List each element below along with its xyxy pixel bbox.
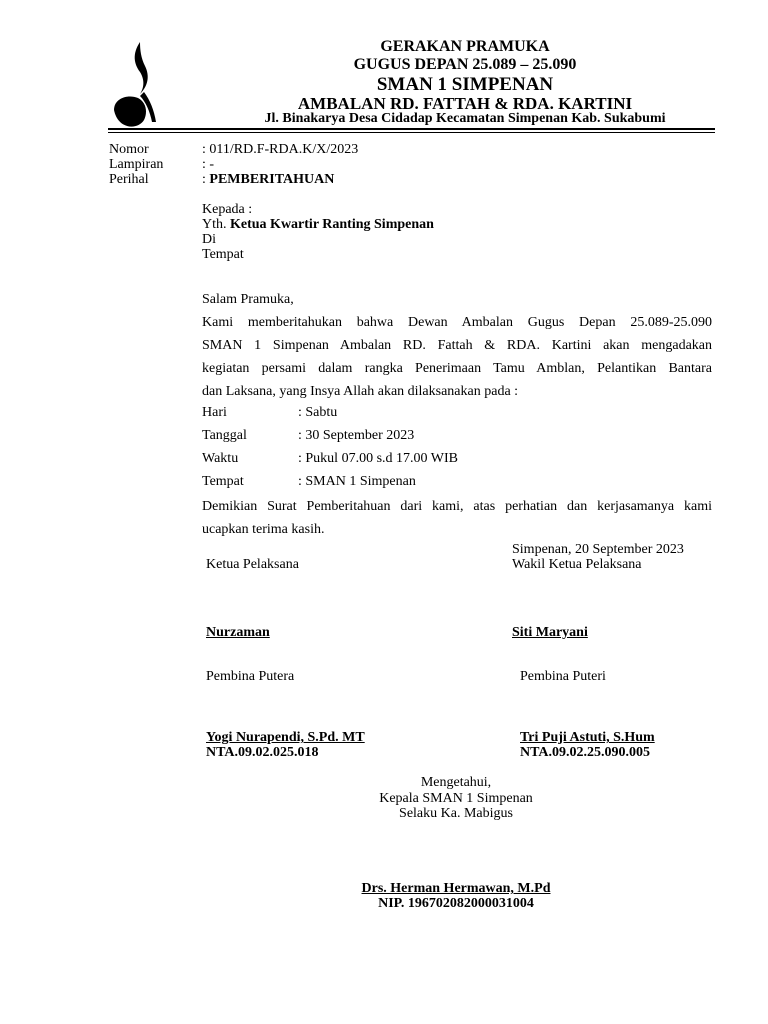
headmaster-title: Kepala SMAN 1 Simpenan — [379, 791, 533, 806]
mengetahui: Mengetahui, — [420, 775, 492, 790]
left-pembina-name: Yogi Nurapendi, S.Pd. MT — [206, 730, 365, 745]
nomor-label: Nomor — [109, 142, 149, 157]
recipient-di: Di — [202, 232, 216, 247]
detail-label-tempat: Tempat — [202, 474, 244, 489]
closing-line-1: Demikian Surat Pemberitahuan dari kami, atas perhatian dan kerjasamanya kami — [202, 499, 712, 514]
right-pembina-title: Pembina Puteri — [520, 669, 606, 684]
headmaster-nip: NIP. 196702082000031004 — [378, 896, 534, 911]
perihal-colon: : — [202, 172, 206, 187]
perihal-label: Perihal — [109, 172, 149, 187]
right-signer-name: Siti Maryani — [512, 625, 588, 640]
address: Jl. Binakarya Desa Cidadap Kecamatan Simpenan Kab. Sukabumi — [264, 111, 666, 126]
headmaster-name: Drs. Herman Hermawan, M.Pd — [361, 881, 551, 896]
yth-prefix: Yth. — [202, 217, 227, 232]
right-signer-title: Wakil Ketua Pelaksana — [512, 557, 642, 572]
left-signer-name: Nurzaman — [206, 625, 270, 640]
left-pembina-nta: NTA.09.02.025.018 — [206, 745, 319, 760]
recipient-tempat: Tempat — [202, 247, 244, 262]
school-name: SMAN 1 SIMPENAN — [376, 74, 554, 95]
place-date: Simpenan, 20 September 2023 — [512, 542, 684, 557]
lampiran-value: : - — [202, 157, 215, 172]
lampiran-label: Lampiran — [109, 157, 164, 172]
body-line-1: Kami memberitahukan bahwa Dewan Ambalan Gugus Depan 25.089-25.090 — [202, 315, 712, 330]
body-line-2: SMAN 1 Simpenan Ambalan RD. Fattah & RDA. Kartini akan mengadakan — [202, 338, 712, 353]
left-signer-title: Ketua Pelaksana — [206, 557, 299, 572]
gugus-depan: GUGUS DEPAN 25.089 – 25.090 — [353, 56, 577, 73]
right-pembina-nta: NTA.09.02.25.090.005 — [520, 745, 651, 760]
detail-label-hari: Hari — [202, 405, 227, 420]
nomor-value: : 011/RD.F-RDA.K/X/2023 — [202, 142, 359, 157]
org-name: GERAKAN PRAMUKA — [380, 38, 550, 55]
detail-value-waktu: : Pukul 07.00 s.d 17.00 WIB — [298, 451, 458, 466]
header-divider-thin — [108, 132, 715, 133]
kepada: Kepada : — [202, 202, 253, 217]
detail-value-tanggal: : 30 September 2023 — [298, 428, 415, 443]
recipient-line — [202, 217, 434, 233]
left-pembina-title: Pembina Putera — [206, 669, 295, 684]
greeting: Salam Pramuka, — [202, 292, 294, 307]
detail-label-tanggal: Tanggal — [202, 428, 247, 443]
tunas-kelapa-icon — [110, 40, 160, 130]
perihal-subject: PEMBERITAHUAN — [209, 172, 335, 187]
recipient-name: Ketua Kwartir Ranting Simpenan — [230, 217, 434, 232]
perihal-value — [202, 172, 334, 188]
detail-value-tempat: : SMAN 1 Simpenan — [298, 474, 416, 489]
detail-label-waktu: Waktu — [202, 451, 239, 466]
body-line-4: dan Laksana, yang Insya Allah akan dilaksanakan pada : — [202, 384, 519, 399]
closing-line-2: ucapkan terima kasih. — [202, 522, 325, 537]
right-pembina-name: Tri Puji Astuti, S.Hum — [520, 730, 655, 745]
body-line-3: kegiatan persami dalam rangka Penerimaan Tamu Amblan, Pelantikan Bantara — [202, 361, 712, 376]
mabigus-title: Selaku Ka. Mabigus — [399, 806, 513, 821]
header-divider-thick — [108, 128, 715, 130]
ambalan-name: AMBALAN RD. FATTAH & RDA. KARTINI — [297, 94, 633, 113]
detail-value-hari: : Sabtu — [298, 405, 338, 420]
